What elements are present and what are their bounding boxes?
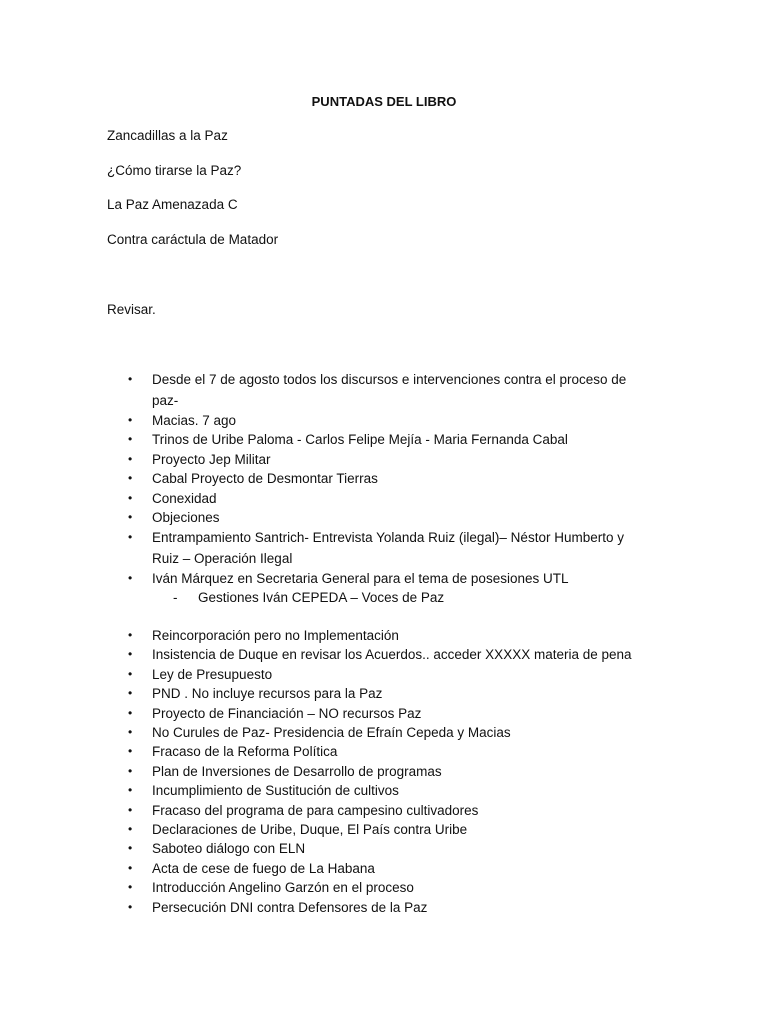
bullet-icon: •: [128, 802, 133, 817]
list-item: [0, 859, 768, 878]
list-item-text: Declaraciones de Uribe, Duque, El País contra Uribe: [152, 822, 468, 838]
heading-4: Contra caráctula de Matador: [107, 232, 279, 247]
bullet-icon: •: [128, 763, 133, 778]
bullet-list-two: [0, 626, 768, 917]
list-item-text: Cabal Proyecto de Desmontar Tierras: [152, 471, 378, 487]
list-item: [0, 369, 768, 411]
bullet-icon: •: [128, 413, 133, 427]
list-item: [0, 781, 768, 800]
list-item: [0, 839, 768, 858]
list-item: [0, 801, 768, 820]
bullet-icon: •: [128, 880, 133, 895]
list-item: [0, 508, 768, 527]
bullet-icon: •: [128, 666, 133, 681]
list-item-text: Entrampamiento Santrich- Entrevista Yolanda Ruiz (ilegal)– Néstor Humberto y Ruiz – Operación Ilegal: [152, 530, 624, 567]
list-item-text: Iván Márquez en Secretaria General para el tema de posesiones UTL: [152, 571, 569, 587]
list-item: [0, 665, 768, 684]
sub-item-text: Gestiones Iván CEPEDA – Voces de Paz: [198, 590, 445, 605]
list-item: [0, 411, 768, 430]
list-item-text: Reincorporación pero no Implementación: [152, 628, 399, 643]
bullet-icon: •: [128, 860, 133, 875]
bullet-icon: •: [128, 571, 133, 586]
bullet-icon: •: [128, 725, 133, 740]
list-item-text: Ley de Presupuesto: [152, 666, 273, 682]
bullet-icon: •: [128, 822, 133, 837]
heading-3: La Paz Amenazada C: [107, 197, 238, 212]
bullet-icon: •: [128, 628, 133, 642]
list-item: [0, 489, 768, 508]
review-label: Revisar.: [107, 302, 156, 317]
bullet-icon: •: [128, 783, 133, 798]
list-item-text: Conexidad: [152, 490, 217, 506]
bullet-icon: •: [128, 451, 133, 466]
list-item: [0, 762, 768, 781]
bullet-icon: •: [128, 510, 133, 525]
list-item-text: Plan de Inversiones de Desarrollo de programas: [152, 763, 442, 779]
list-item: [0, 878, 768, 897]
bullet-icon: •: [128, 490, 133, 505]
list-item-text: Objeciones: [152, 510, 220, 526]
bullet-icon: •: [128, 841, 133, 856]
list-item: [0, 723, 768, 742]
list-item-text: Insistencia de Duque en revisar los Acuerdos.. acceder XXXXX materia de pena: [152, 647, 632, 663]
list-item: [0, 430, 768, 449]
list-item-text: PND . No incluye recursos para la Paz: [152, 686, 383, 702]
list-item-text: Macias. 7 ago: [152, 413, 237, 428]
bullet-icon: •: [128, 471, 133, 486]
bullet-icon: •: [128, 705, 133, 720]
bullet-icon: •: [128, 530, 133, 545]
list-item-text: Fracaso de la Reforma Política: [152, 744, 338, 760]
dash-icon: -: [173, 590, 178, 605]
list-item: [0, 450, 768, 469]
list-item-text: Incumplimiento de Sustitución de cultivos: [152, 783, 399, 799]
list-item-text: Fracaso del programa de para campesino cultivadores: [152, 802, 479, 818]
bullet-list-one: [0, 369, 768, 589]
list-item-text: Persecución DNI contra Defensores de la Paz: [152, 899, 428, 915]
heading-2: ¿Cómo tirarse la Paz?: [107, 163, 242, 178]
bullet-icon: •: [128, 432, 133, 447]
heading-1: Zancadillas a la Paz: [107, 128, 228, 143]
bullet-icon: •: [128, 372, 133, 386]
document-title: PUNTADAS DEL LIBRO: [311, 94, 457, 109]
list-item-text: Desde el 7 de agosto todos los discursos e intervenciones contra el proceso de paz-: [152, 372, 627, 408]
list-item: [0, 742, 768, 761]
list-item: [0, 684, 768, 703]
list-item: [0, 527, 768, 569]
list-item-text: Acta de cese de fuego de La Habana: [152, 860, 375, 876]
list-item: [0, 626, 768, 645]
list-item: [0, 704, 768, 723]
bullet-icon: •: [128, 744, 133, 759]
list-item-text: Introducción Angelino Garzón en el proceso: [152, 880, 414, 896]
bullet-icon: •: [128, 899, 133, 914]
list-item-text: Trinos de Uribe Paloma - Carlos Felipe Mejía - Maria Fernanda Cabal: [152, 432, 568, 448]
list-item: [0, 820, 768, 839]
bullet-icon: •: [128, 647, 133, 662]
list-item: [0, 645, 768, 664]
bullet-icon: •: [128, 686, 133, 701]
list-item: [0, 898, 768, 917]
list-item: [0, 469, 768, 488]
list-item-text: No Curules de Paz- Presidencia de Efraín Cepeda y Macias: [152, 725, 511, 741]
list-item-text: Saboteo diálogo con ELN: [152, 841, 306, 857]
list-item-text: Proyecto Jep Militar: [152, 451, 271, 467]
list-item-text: Proyecto de Financiación – NO recursos Paz: [152, 705, 422, 721]
list-item: [0, 569, 768, 588]
